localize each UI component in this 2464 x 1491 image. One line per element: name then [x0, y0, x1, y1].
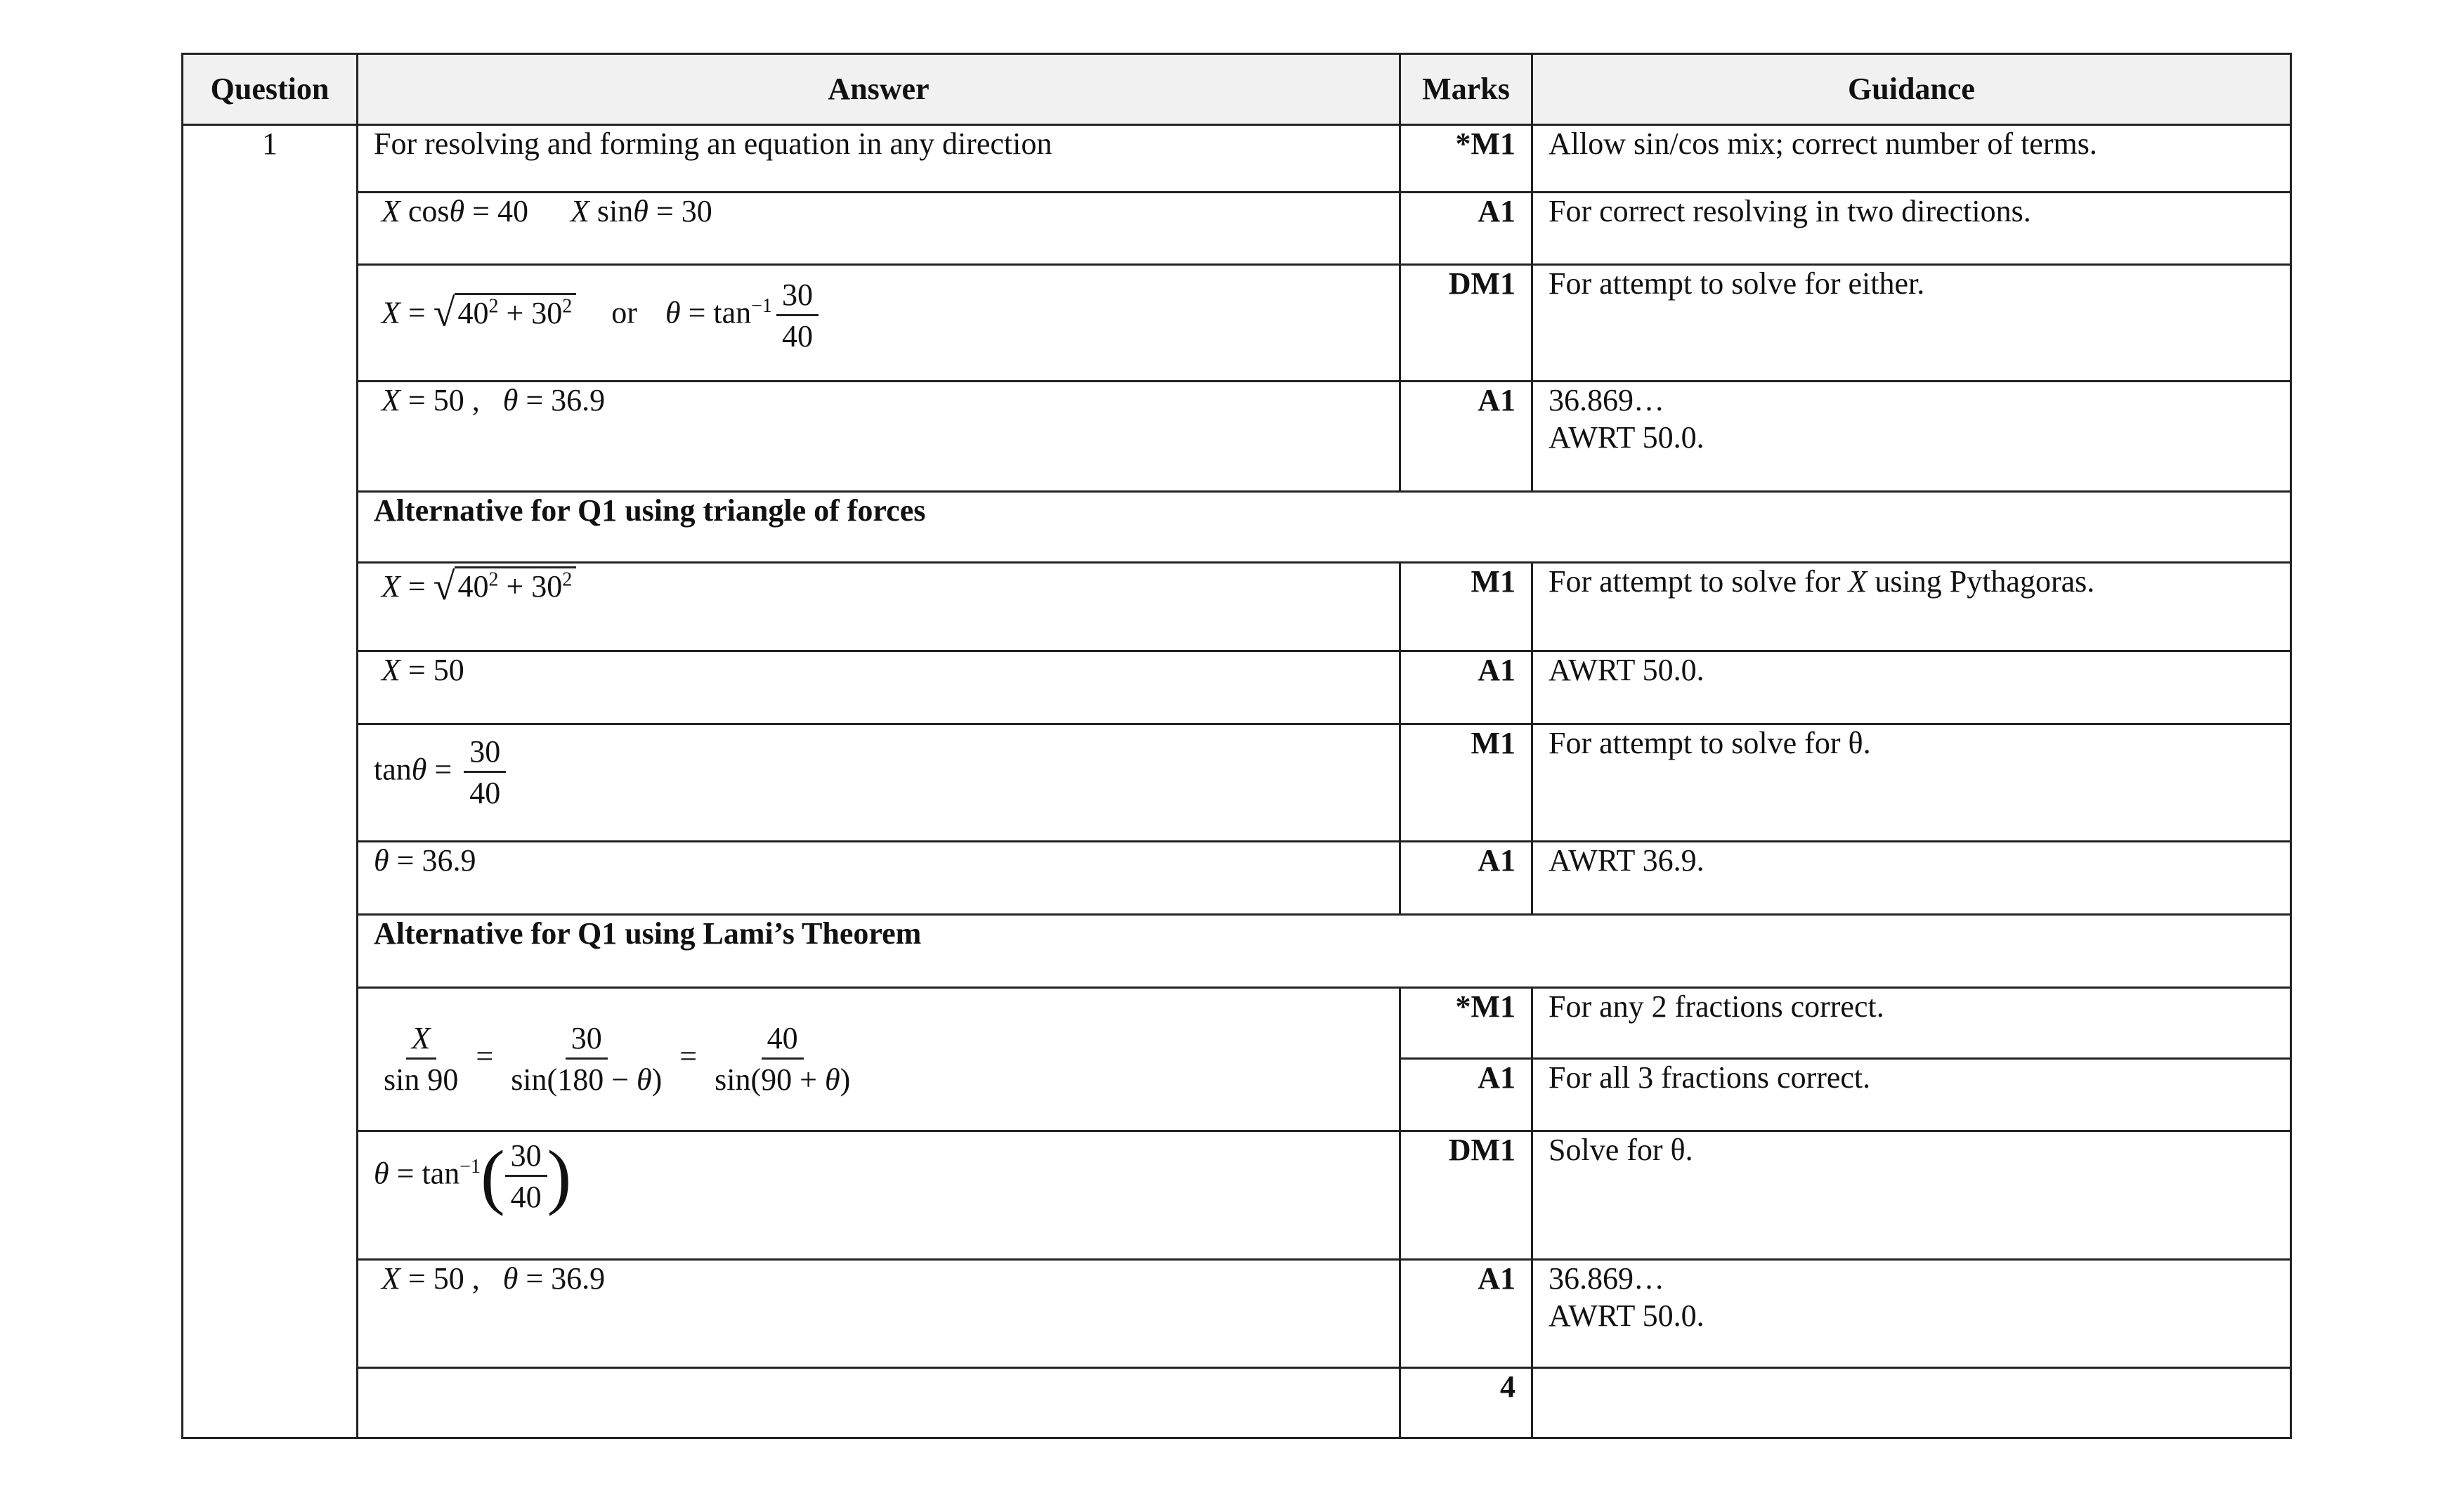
mark-cell: A1: [1400, 1260, 1532, 1368]
answer-cell-empty: [358, 1368, 1400, 1438]
guidance-line: 36.869…: [1549, 383, 1664, 417]
total-marks: 4: [1400, 1368, 1532, 1438]
answer-equation: $\frac{X}{\sin 90}$ = $\frac{30}{\sin(180 - \theta)}$ = $\frac{40}{\sin(90 + \theta)}$: [358, 988, 1400, 1131]
mark-cell: A1: [1400, 382, 1532, 492]
mark-cell: A1: [1400, 193, 1532, 265]
header-guidance: Guidance: [1532, 54, 2291, 125]
guidance-cell: AWRT 36.9.: [1532, 842, 2291, 915]
guidance-cell: For attempt to solve for θ.: [1532, 724, 2291, 842]
table-row: [183, 915, 2291, 988]
alternative-title: Alternative for Q1 using Lami’s Theorem: [358, 915, 2291, 988]
answer-equation: X = 50: [358, 651, 1400, 724]
table-row: [183, 988, 2291, 1059]
table-row: [183, 492, 2291, 563]
guidance-line: 36.869…: [1549, 1261, 1664, 1296]
header-question: Question: [183, 54, 358, 125]
mark-cell: *M1: [1400, 988, 1532, 1059]
guidance-cell: [1532, 382, 2291, 492]
guidance-cell: AWRT 50.0.: [1532, 651, 2291, 724]
answer-equation: X = 50 , θ = 36.9: [358, 382, 1400, 492]
mark-scheme-table: [181, 53, 2292, 1439]
answer-equation: $\theta = \tan^{-1}$( $\frac{30}{40}$ ): [358, 1131, 1400, 1260]
guidance-cell: For all 3 fractions correct.: [1532, 1059, 2291, 1131]
table-row: [183, 1131, 2291, 1260]
mark-cell: A1: [1400, 842, 1532, 915]
answer-equation: X = 50 , θ = 36.9: [358, 1260, 1400, 1368]
guidance-line: AWRT 50.0.: [1549, 419, 1704, 455]
mark-cell: DM1: [1400, 265, 1532, 382]
table-row: [183, 1260, 2291, 1368]
guidance-cell: [1532, 1260, 2291, 1368]
guidance-cell: For attempt to solve for X using Pythagoras.: [1532, 563, 2291, 651]
guidance-cell: For correct resolving in two directions.: [1532, 193, 2291, 265]
guidance-cell: Solve for θ.: [1532, 1131, 2291, 1260]
table-row: [183, 724, 2291, 842]
mark-cell: A1: [1400, 1059, 1532, 1131]
table-row: [183, 651, 2291, 724]
guidance-cell: For attempt to solve for either.: [1532, 265, 2291, 382]
table-row: [183, 193, 2291, 265]
mark-cell: A1: [1400, 651, 1532, 724]
guidance-cell-empty: [1532, 1368, 2291, 1438]
answer-equation: θ = 36.9: [358, 842, 1400, 915]
answer-equation: $X = √40^2 + 30^2$ or $\theta = \tan^{-1}$ $\frac{30}{40}$: [358, 265, 1400, 382]
header-marks: Marks: [1400, 54, 1532, 125]
header-row: [183, 54, 2291, 125]
alternative-title: Alternative for Q1 using triangle of forces: [358, 492, 2291, 563]
header-answer: Answer: [358, 54, 1400, 125]
answer-equation: tanθ = $\frac{30}{40}$: [358, 724, 1400, 842]
answer-cell: For resolving and forming an equation in any direction: [358, 125, 1400, 193]
answer-equation: $X = √40^2 + 30^2$: [358, 563, 1400, 651]
total-row: [183, 1368, 2291, 1438]
mark-cell: M1: [1400, 563, 1532, 651]
mark-cell: DM1: [1400, 1131, 1532, 1260]
table-row: [183, 265, 2291, 382]
answer-equation: X cosθ = 40 X sinθ = 30: [358, 193, 1400, 265]
table-row: [183, 382, 2291, 492]
guidance-line: AWRT 50.0.: [1549, 1298, 1704, 1333]
table-row: [183, 563, 2291, 651]
guidance-cell: For any 2 fractions correct.: [1532, 988, 2291, 1059]
question-number: 1: [183, 125, 358, 1438]
table-row: [183, 125, 2291, 193]
table-row: [183, 842, 2291, 915]
mark-cell: *M1: [1400, 125, 1532, 193]
guidance-cell: Allow sin/cos mix; correct number of terms.: [1532, 125, 2291, 193]
mark-cell: M1: [1400, 724, 1532, 842]
